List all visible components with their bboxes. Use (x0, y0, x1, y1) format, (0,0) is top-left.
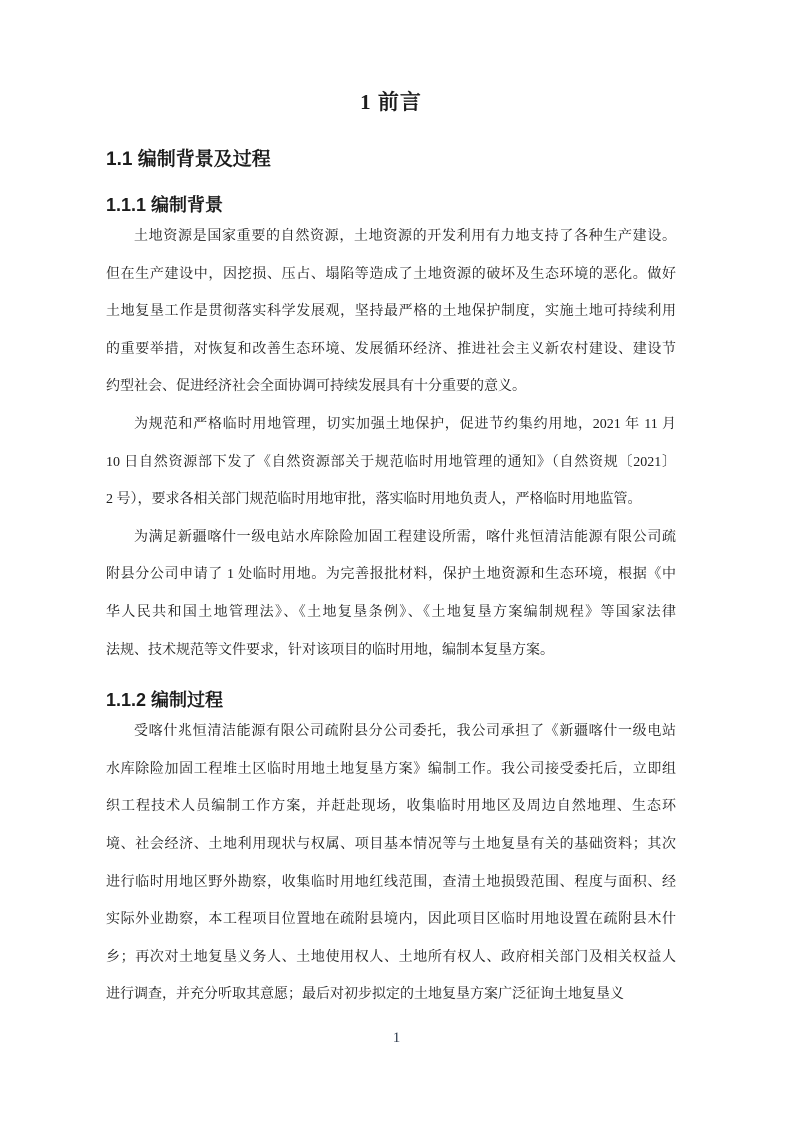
paragraph-line: 2 号），要求各相关部门规范临时用地审批，落实临时用地负责人，严格临时用地监管。 (106, 492, 642, 508)
document-body (106, 146, 676, 1014)
paragraph-line: 为规范和严格临时用地管理，切实加强土地保护，促进节约集约用地，2021 年 11 月 (134, 416, 676, 432)
paragraph-line: 织工程技术人员编制工作方案，并赶赴现场，收集临时用地区及周边自然地理、生态环 (106, 799, 676, 815)
paragraph-line: 进行调查，并充分听取其意愿；最后对初步拟定的土地复垦方案广泛征询土地复垦义 (106, 987, 624, 1003)
paragraph-line: 的重要举措，对恢复和改善生态环境、发展循环经济、推进社会主义新农村建设、建设节 (106, 341, 676, 357)
paragraph-line: 进行临时用地区野外勘察，收集临时用地红线范围，查清土地损毁范围、程度与面积、经 (106, 874, 676, 890)
paragraph-line: 土地复垦工作是贯彻落实科学发展观，坚持最严格的土地保护制度，实施土地可持续利用 (106, 304, 676, 320)
paragraph (106, 406, 676, 519)
document-title: 1 前言 (360, 90, 422, 114)
subsection-heading: 1.1.1 编制背景 (106, 195, 224, 215)
paragraph-line: 为满足新疆喀什一级电站水库除险加固工程建设所需，喀什兆恒清洁能源有限公司疏 (134, 529, 676, 545)
paragraph-line: 但在生产建设中，因挖损、压占、塌陷等造成了土地资源的破坏及生态环境的恶化。做好 (106, 266, 676, 282)
paragraph-line: 受喀什兆恒清洁能源有限公司疏附县分公司委托，我公司承担了《新疆喀什一级电站 (134, 724, 676, 740)
paragraph-line: 水库除险加固工程堆土区临时用地土地复垦方案》编制工作。我公司接受委托后，立即组 (106, 761, 676, 777)
paragraph (106, 218, 676, 406)
paragraph-line: 华人民共和国土地管理法》、《土地复垦条例》、《土地复垦方案编制规程》等国家法律 (106, 604, 676, 620)
paragraph-line: 境、社会经济、土地利用现状与权属、项目基本情况等与土地复垦有关的基础资料；其次 (106, 836, 676, 852)
paragraph-line: 附县分公司申请了 1 处临时用地。为完善报批材料，保护土地资源和生态环境，根据《中 (106, 567, 676, 583)
paragraph (106, 519, 676, 669)
paragraph (106, 713, 676, 1014)
paragraph-line: 约型社会、促进经济社会全面协调可持续发展具有十分重要的意义。 (106, 379, 526, 395)
page-footer (0, 1028, 793, 1048)
paragraph-line: 乡；再次对土地复垦义务人、土地使用权人、土地所有权人、政府相关部门及相关权益人 (106, 949, 676, 965)
section-heading: 1.1 编制背景及过程 (106, 149, 271, 170)
paragraph-line: 实际外业勘察，本工程项目位置地在疏附县境内，因此项目区临时用地设置在疏附县木什 (106, 912, 676, 928)
paragraph-line: 10 日自然资源部下发了《自然资源部关于规范临时用地管理的通知》（自然资规〔2021〕 (106, 454, 676, 470)
page-number: 1 (392, 1030, 401, 1046)
subsection-heading: 1.1.2 编制过程 (106, 690, 224, 711)
paragraph-line: 法规、技术规范等文件要求，针对该项目的临时用地，编制本复垦方案。 (106, 642, 554, 658)
paragraph-line: 土地资源是国家重要的自然资源，土地资源的开发利用有力地支持了各种生产建设。 (134, 229, 676, 244)
